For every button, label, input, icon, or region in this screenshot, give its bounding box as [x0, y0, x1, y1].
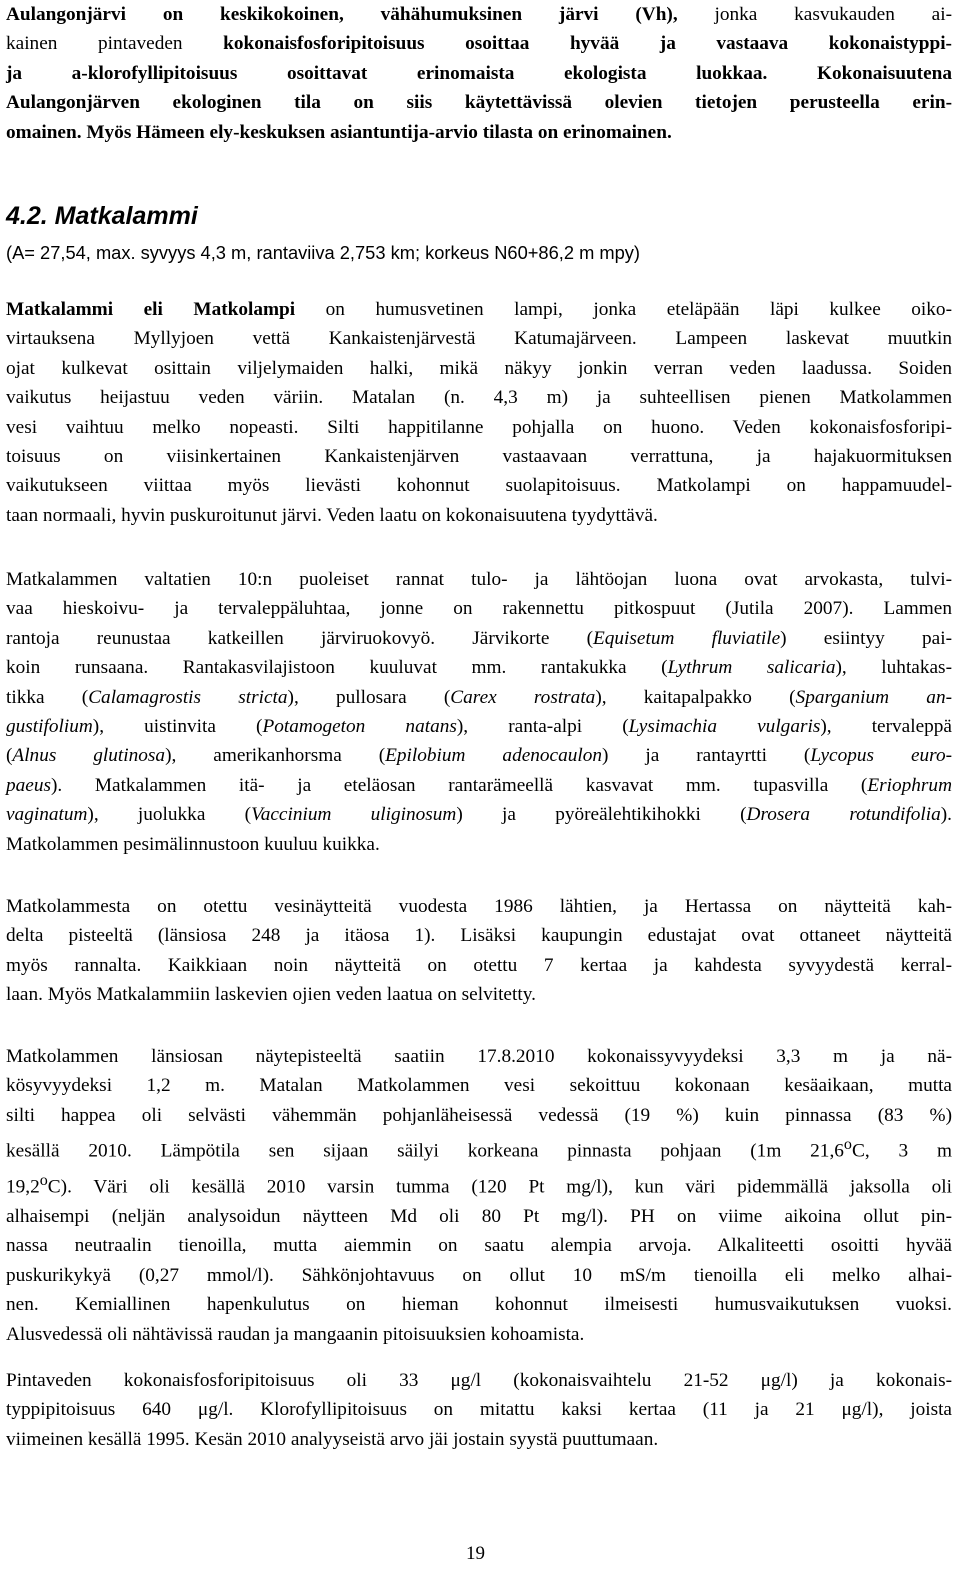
- text-run: on humusvetinen lampi, jonka eteläpään läpi kulkee oiko-: [295, 299, 952, 320]
- text-run: toisuus on viisinkertainen Kankaistenjärven vastaavaan verrattuna, ja hajakuormituksen: [6, 446, 952, 468]
- paragraph-4-line: puskurikykyä (0,27 mmol/l). Sähkönjohtavuus on ollut 10 mS/m tienoilla eli melko alhai-: [6, 1264, 952, 1286]
- paragraph-1-line: [6, 471, 952, 500]
- text-run: ojat kulkevat osittain viljelymaiden halki, mikä näkyy jonkin verran veden laadussa. Soiden: [6, 357, 952, 379]
- paragraph-2-line: Matkalammen valtatien 10:n puoleiset rannat tulo- ja lähtöojan luona ovat arvokasta, tulvi-: [6, 569, 952, 590]
- paragraph-1-line: [6, 442, 952, 471]
- text-run: Matkalammi eli Matkolampi: [6, 299, 296, 320]
- paragraph-2-line: Matkolammen pesimälinnustoon kuuluu kuikka.: [6, 833, 380, 855]
- paragraph-5-line: Pintaveden kokonaisfosforipitoisuus oli 33 μg/l (kokonaisvaihtelu 21-52 μg/l) ja kokonais-: [6, 1370, 952, 1391]
- paragraph-4-line: Alusvedessä oli nähtävissä raudan ja mangaanin pitoisuuksien kohoamista.: [6, 1323, 585, 1345]
- paragraph-2-line: (Alnus glutinosa), amerikanhorsma (Epilobium adenocaulon) ja rantayrtti (Lycopus euro-: [6, 745, 952, 767]
- intro-line: [6, 29, 952, 58]
- paragraph-2-line: koin runsaana. Rantakasvilajistoon kuuluvat mm. rantakukka (Lythrum salicaria), luhtakas-: [6, 657, 952, 679]
- paragraph-5-line: typpipitoisuus 640 μg/l. Klorofyllipitoisuus on mitattu kaksi kertaa (11 ja 21 μg/l), joista: [6, 1399, 952, 1421]
- text-run: omainen. Myös Hämeen ely-keskuksen asiantuntija-arvio tilasta on erinomainen.: [6, 121, 672, 143]
- paragraph-4-line: nen. Kemiallinen hapenkulutus on hieman kohonnut ilmeisesti humusvaikutuksen vuoksi.: [6, 1294, 952, 1316]
- text-run: Aulangonjärvi on keskikokoinen, vähähumuksinen järvi (Vh),: [6, 4, 678, 25]
- text-run: Aulangonjärven ekologinen tila on siis käytettävissä olevien tietojen perusteella erin-: [6, 92, 952, 114]
- text-run: Kokonaisuutena: [767, 62, 953, 84]
- paragraph-1-line: [6, 295, 952, 324]
- paragraph-3-line: laan. Myös Matkalammiin laskevien ojien veden laatua on selvitetty.: [6, 984, 536, 1006]
- paragraph-3-line: myös rannalta. Kaikkiaan noin näytteitä on otettu 7 kertaa ja kahdesta syvyydestä kerral-: [6, 954, 952, 976]
- paragraph-2-line: paeus). Matkalammen itä- ja eteläosan rantarämeellä kasvavat mm. tupasvilla (Eriophrum: [6, 774, 952, 796]
- paragraph-4: [6, 1042, 952, 1349]
- paragraph-2-line: vaginatum), juolukka (Vaccinium uliginosum) ja pyöreälehtikihokki (Drosera rotundifolia).: [6, 804, 952, 826]
- paragraph-1-line: [6, 501, 952, 530]
- paragraph-1-line: [6, 324, 952, 353]
- paragraph-1-line: [6, 354, 952, 383]
- text-run: ja a-klorofyllipitoisuus osoittavat erinomaista ekologista luokkaa.: [6, 62, 768, 84]
- paragraph-2-line: gustifolium), uistinvita (Potamogeton natans), ranta-alpi (Lysimachia vulgaris), tervaleppä: [6, 716, 952, 738]
- section-heading: 4.2. Matkalammi: [6, 202, 198, 230]
- paragraph-4-line: 19,2$^o$C). Väri oli kesällä 2010 varsin tumma (120 Pt mg/l), kun väri pidemmällä jaksolla oli: [6, 1172, 952, 1198]
- paragraph-3: [6, 892, 952, 1010]
- paragraph-2: [6, 565, 952, 859]
- paragraph-2-line: vaa hieskoivu- ja tervaleppäluhtaa, jonne on rakennettu pitkospuut (Jutila 2007). Lammen: [6, 598, 952, 620]
- intro-line: [6, 59, 952, 88]
- text-run: vesi vaihtuu melko nopeasti. Silti happitilanne pohjalla on huono. Veden kokonaisfosforipi-: [6, 416, 952, 438]
- text-run: jonka kasvukauden ai-: [677, 4, 952, 25]
- paragraph-4-line: Matkolammen länsiosan näytepisteeltä saatiin 17.8.2010 kokonaissyvyydeksi 3,3 m ja nä-: [6, 1046, 952, 1067]
- paragraph-1-line: [6, 383, 952, 412]
- intro-line: [6, 118, 952, 147]
- paragraph-5: [6, 1366, 952, 1454]
- text-run: vaikutukseen viittaa myös lievästi kohonnut suolapitoisuus. Matkolampi on happamuudel-: [6, 475, 952, 497]
- paragraph-4-line: kesällä 2010. Lämpötila sen sijaan säilyi korkeana pinnasta pohjaan (1m 21,6$^o$C, 3 m: [6, 1136, 952, 1162]
- paragraph-4-line: kösyvyydeksi 1,2 m. Matalan Matkolammen vesi sekoittuu kokonaan kesäaikaan, mutta: [6, 1075, 952, 1097]
- paragraph-4-line: silti happea oli selvästi vähemmän pohjanläheisessä vedessä (19 %) kuin pinnassa (83 %): [6, 1104, 952, 1126]
- intro-line: [6, 0, 952, 29]
- paragraph-2-line: rantoja reunustaa katkeillen järviruokovyö. Järvikorte (Equisetum fluviatile) esiintyy pai-: [6, 627, 952, 649]
- text-run: kokonaisfosforipitoisuus osoittaa hyvää ja vastaava kokonaistyppi-: [223, 33, 952, 55]
- page-number: 19: [466, 1543, 485, 1564]
- paragraph-2-line: tikka (Calamagrostis stricta), pullosara (Carex rostrata), kaitapalpakko (Sparganium an-: [6, 686, 953, 708]
- text-run: virtauksena Myllyjoen vettä Kankaistenjärvestä Katumajärveen. Lampeen laskevat muutkin: [6, 328, 952, 350]
- intro-paragraph: [6, 0, 952, 147]
- paragraph-3-line: delta pisteeltä (länsiosa 248 ja itäosa 1). Lisäksi kaupungin edustajat ovat ottaneet näytteitä: [6, 925, 952, 947]
- section-subline: (A= 27,54, max. syvyys 4,3 m, rantaviiva 2,753 km; korkeus N60+86,2 m mpy): [6, 242, 641, 263]
- intro-line: [6, 88, 952, 117]
- paragraph-1-line: [6, 413, 952, 442]
- paragraph-3-line: Matkolammesta on otettu vesinäytteitä vuodesta 1986 lähtien, ja Hertassa on näytteitä kah-: [6, 896, 952, 917]
- paragraph-1: [6, 295, 952, 530]
- text-run: kainen pintaveden: [6, 33, 224, 55]
- text-run: vaikutus heijastuu veden väriin. Matalan (n. 4,3 m) ja suhteellisen pienen Matkolammen: [6, 387, 952, 409]
- paragraph-4-line: alhaisempi (neljän analysoidun näytteen Md oli 80 Pt mg/l). PH on viime aikoina ollut pin-: [6, 1205, 952, 1227]
- paragraph-4-line: nassa neutraalin tienoilla, mutta aiemmin on saatu alempia arvoja. Alkaliteetti osoitti hyvää: [6, 1235, 952, 1257]
- text-run: taan normaali, hyvin puskuroitunut järvi. Veden laatu on kokonaisuutena tyydyttävä.: [6, 504, 658, 526]
- paragraph-5-line: viimeinen kesällä 1995. Kesän 2010 analyyseistä arvo jäi jostain syystä puuttumaan.: [6, 1428, 659, 1450]
